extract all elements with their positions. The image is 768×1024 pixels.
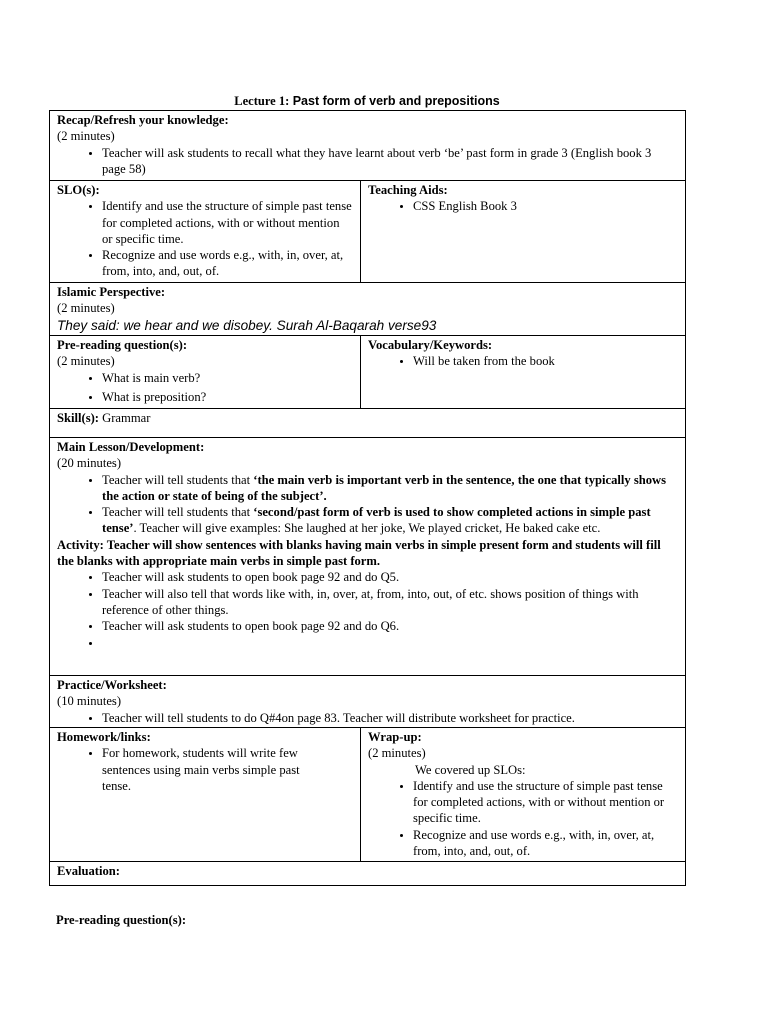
main-lesson-item bbox=[102, 504, 678, 537]
teaching-aids-cell bbox=[361, 181, 686, 283]
prereading-cell bbox=[50, 336, 361, 409]
activity-item: • Teacher will also tell that words like with, in, over, at, from, into, out, of etc. shows position of things with reference of other things. bbox=[102, 586, 678, 619]
main-lesson-row bbox=[50, 438, 686, 676]
homework-row bbox=[50, 728, 686, 862]
wrapup-cell bbox=[361, 728, 686, 862]
islamic-heading: Islamic Perspective: bbox=[57, 285, 166, 299]
skills-value: Grammar bbox=[99, 411, 151, 425]
recap-cell bbox=[50, 111, 686, 181]
prereading-heading: Pre-reading question(s): bbox=[57, 338, 188, 352]
slo-cell bbox=[50, 181, 361, 283]
activity-text: Activity: Teacher will show sentences with blanks having main verbs in simple present form and students will fill the blanks with appropriate main verbs in simple past form. bbox=[57, 537, 661, 569]
evaluation-row bbox=[50, 862, 686, 886]
homework-item: • For homework, students will write few sentences using main verbs simple past tense. bbox=[102, 745, 353, 794]
wrapup-item: • Identify and use the structure of simple past tense for completed actions, with or without mention or specific time. bbox=[413, 778, 678, 827]
item-emphasis: ‘second/past form of verb is used to show completed actions in simple past tense’ bbox=[102, 505, 651, 536]
item-text: . Teacher will give examples: She laughed at her joke, We played cricket, He baked cake etc. bbox=[133, 521, 601, 536]
islamic-quote: They said: we hear and we disobey. Surah Al-Baqarah verse93 bbox=[57, 317, 437, 333]
wrapup-intro: We covered up SLOs: bbox=[415, 762, 526, 777]
skills-cell bbox=[50, 409, 686, 438]
wrapup-item: • Recognize and use words e.g., with, in, over, at, from, into, and, out, of. bbox=[413, 827, 678, 860]
teaching-aids-item: • CSS English Book 3 bbox=[413, 198, 678, 214]
vocabulary-heading: Vocabulary/Keywords: bbox=[368, 338, 493, 352]
slo-list bbox=[57, 198, 353, 279]
islamic-time: (2 minutes) bbox=[57, 301, 115, 316]
lecture-number: Lecture 1: bbox=[234, 94, 290, 108]
evaluation-heading: Evaluation: bbox=[57, 864, 120, 878]
practice-heading: Practice/Worksheet: bbox=[57, 678, 167, 692]
slo-row bbox=[50, 181, 686, 283]
prereading-item: • What is main verb? bbox=[102, 370, 353, 386]
homework-cell bbox=[50, 728, 361, 862]
footer-heading: Pre-reading question(s): bbox=[56, 913, 187, 927]
practice-cell bbox=[50, 676, 686, 728]
practice-time: (10 minutes) bbox=[57, 694, 122, 709]
islamic-row bbox=[50, 283, 686, 336]
main-lesson-cell bbox=[50, 438, 686, 676]
slo-item: • Identify and use the structure of simple past tense for completed actions, with or without mention or specific time. bbox=[102, 198, 353, 247]
recap-time: (2 minutes) bbox=[57, 129, 115, 144]
islamic-cell bbox=[50, 283, 686, 336]
recap-row bbox=[50, 111, 686, 181]
prereading-row bbox=[50, 336, 686, 409]
activity-item: • Teacher will ask students to open book page 92 and do Q5. bbox=[102, 569, 678, 585]
skills-heading: Skill(s): bbox=[57, 411, 99, 425]
activity-list bbox=[57, 569, 678, 650]
item-text: Teacher will tell students that bbox=[102, 505, 254, 520]
vocabulary-list bbox=[368, 353, 678, 369]
teaching-aids-list bbox=[368, 198, 678, 214]
homework-list bbox=[57, 745, 353, 794]
prereading-item: • What is preposition? bbox=[102, 389, 353, 405]
activity-item: • Teacher will ask students to open book page 92 and do Q6. bbox=[102, 618, 678, 634]
prereading-list bbox=[57, 370, 353, 406]
main-lesson-list bbox=[57, 472, 678, 537]
slo-heading: SLO(s): bbox=[57, 183, 100, 197]
lecture-topic: Past form of verb and prepositions bbox=[289, 94, 500, 108]
recap-item: • Teacher will ask students to recall what they have learnt about verb ‘be’ past form in grade 3 (English book 3 page 58) bbox=[102, 145, 678, 178]
recap-heading: Recap/Refresh your knowledge: bbox=[57, 113, 229, 127]
homework-heading: Homework/links: bbox=[57, 730, 151, 744]
slo-item: • Recognize and use words e.g., with, in, over, at, from, into, and, out, of. bbox=[102, 247, 353, 280]
lecture-title bbox=[0, 94, 734, 109]
main-lesson-item bbox=[102, 472, 678, 505]
practice-row bbox=[50, 676, 686, 728]
teaching-aids-heading: Teaching Aids: bbox=[368, 183, 448, 197]
main-lesson-heading: Main Lesson/Development: bbox=[57, 440, 205, 454]
prereading-time: (2 minutes) bbox=[57, 354, 115, 369]
practice-item: • Teacher will tell students to do Q#4on page 83. Teacher will distribute worksheet for practice. bbox=[102, 710, 678, 726]
vocabulary-item: • Will be taken from the book bbox=[413, 353, 678, 369]
recap-list bbox=[57, 145, 678, 178]
wrapup-heading: Wrap-up: bbox=[368, 730, 422, 744]
main-lesson-time: (20 minutes) bbox=[57, 456, 122, 471]
skills-row bbox=[50, 409, 686, 438]
lesson-plan-table bbox=[49, 110, 686, 886]
item-text: Teacher will tell students that bbox=[102, 472, 254, 487]
vocabulary-cell bbox=[361, 336, 686, 409]
evaluation-cell bbox=[50, 862, 686, 886]
practice-list bbox=[57, 710, 678, 726]
wrapup-list bbox=[368, 778, 678, 859]
wrapup-time: (2 minutes) bbox=[368, 746, 426, 761]
item-emphasis: ‘the main verb is important verb in the sentence, the one that typically shows the action or state of being of the subject’. bbox=[102, 472, 667, 503]
activity-item bbox=[102, 635, 678, 651]
